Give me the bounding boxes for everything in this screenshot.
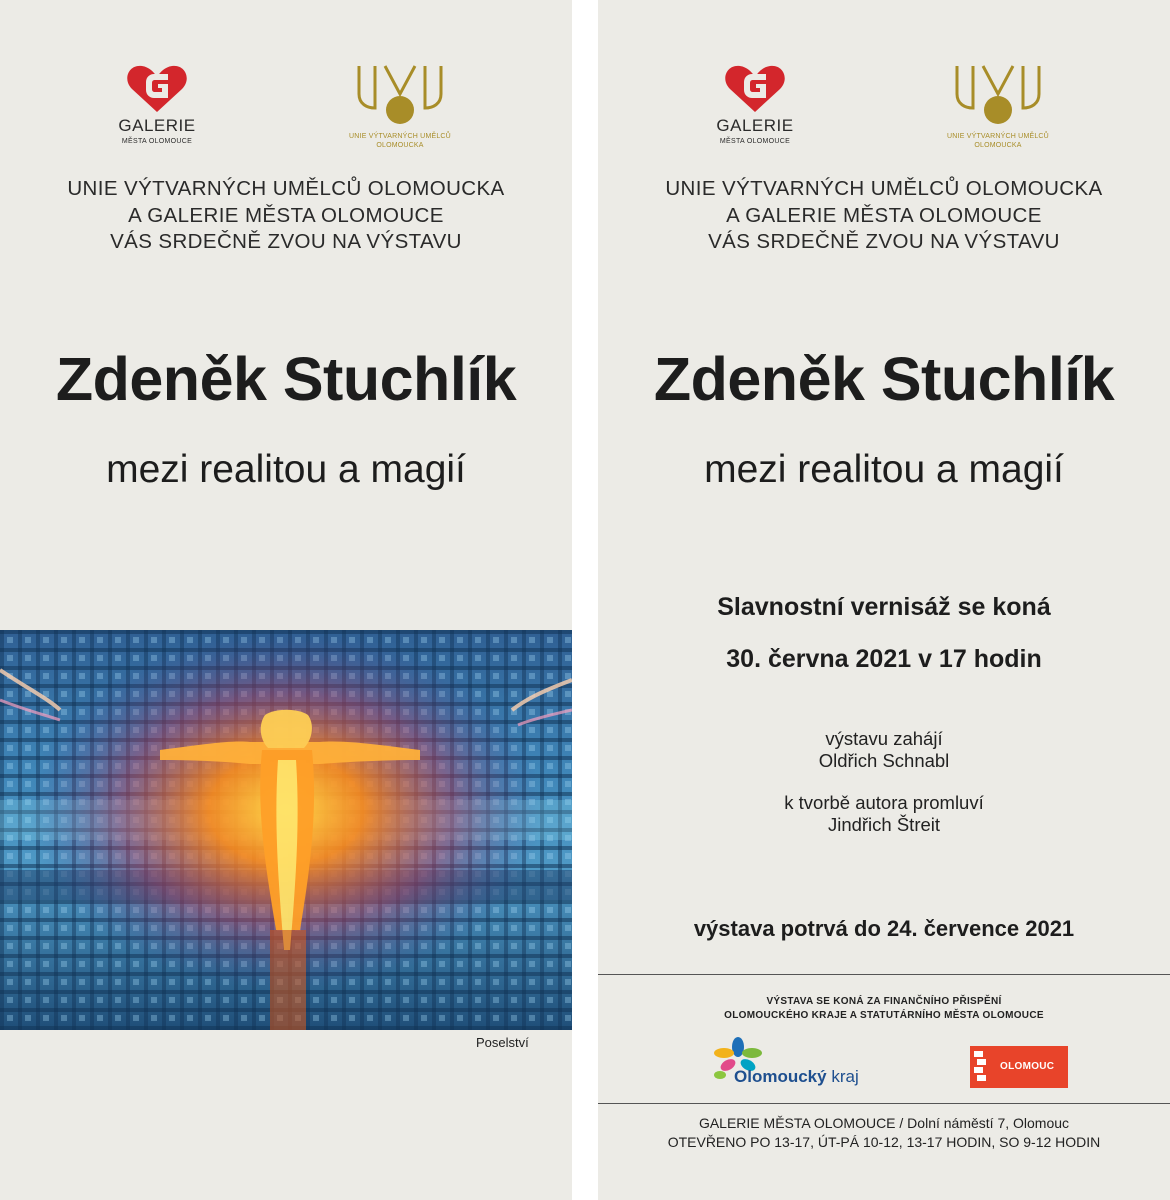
galerie-subtitle: MĚSTA OLOMOUCE	[719, 138, 791, 145]
galerie-heart-icon	[124, 62, 190, 114]
kraj-name: Olomoucký	[734, 1067, 827, 1086]
uvu-emblem-icon	[953, 64, 1043, 130]
divider	[598, 1103, 1170, 1104]
kraj-wordmark	[734, 1067, 859, 1087]
talk-person: Jindřich Štreit	[827, 814, 941, 835]
galerie-heart-icon	[722, 62, 788, 114]
exhibition-title: mezi realitou a magií	[704, 448, 1064, 491]
support-statement	[598, 995, 1170, 1023]
galerie-wordmark: GALERIE	[118, 116, 196, 135]
olomouc-bars-icon	[974, 1051, 986, 1083]
uvu-logo	[330, 64, 470, 164]
invitation-back-panel	[598, 0, 1170, 1200]
talk-block	[598, 792, 1170, 836]
uvu-text-line2: OLOMOUCKA	[376, 142, 424, 149]
artist-name: Zdeněk Stuchlík	[653, 345, 1115, 413]
uvu-text	[330, 132, 470, 150]
intro-line-3: VÁS SRDEČNĚ ZVOU NA VÝSTAVU	[110, 230, 462, 253]
support-line-2: OLOMOUCKÉHO KRAJE A STATUTÁRNÍHO MĚSTA OLOMOUCE	[724, 1010, 1044, 1021]
intro-line-3: VÁS SRDEČNĚ ZVOU NA VÝSTAVU	[708, 230, 1060, 253]
galerie-subtitle: MĚSTA OLOMOUCE	[121, 138, 193, 145]
kraj-suffix: kraj	[831, 1067, 859, 1086]
invitation-front-panel	[0, 0, 572, 1200]
exhibition-title: mezi realitou a magií	[106, 448, 466, 491]
intro-line-2: A GALERIE MĚSTA OLOMOUCE	[726, 203, 1042, 227]
artwork-image	[0, 630, 572, 1030]
uvu-text-line2: OLOMOUCKA	[974, 142, 1022, 149]
uvu-logo	[928, 64, 1068, 164]
gallery-footer	[598, 1114, 1170, 1152]
invitation-intro	[0, 176, 572, 256]
galerie-wordmark: GALERIE	[716, 116, 794, 135]
support-line-1: VÝSTAVA SE KONÁ ZA FINANČNÍHO PŘISPĚNÍ	[766, 996, 1002, 1007]
opening-block	[598, 728, 1170, 772]
olomouc-name: OLOMOUC	[1000, 1061, 1055, 1072]
artist-name: Zdeněk Stuchlík	[55, 345, 517, 413]
vernisage-heading: Slavnostní vernisáž se koná	[717, 593, 1051, 621]
exhibition-end-date: výstava potrvá do 24. července 2021	[693, 916, 1075, 941]
gallery-hours: OTEVŘENO PO 13-17, ÚT-PÁ 10-12, 13-17 HODIN, SO 9-12 HODIN	[667, 1134, 1101, 1150]
artwork-caption: Poselství	[476, 1035, 529, 1050]
intro-line-2: A GALERIE MĚSTA OLOMOUCE	[128, 203, 444, 227]
olomoucky-kraj-logo	[698, 1035, 878, 1090]
opening-person: Oldřich Schnabl	[818, 750, 950, 771]
vernisage-date: 30. června 2021 v 17 hodin	[726, 645, 1042, 673]
intro-line-1: UNIE VÝTVARNÝCH UMĚLCŮ OLOMOUCKA	[665, 177, 1103, 200]
uvu-emblem-icon	[355, 64, 445, 130]
uvu-text-line1: UNIE VÝTVARNÝCH UMĚLCŮ	[349, 133, 451, 140]
talk-label: k tvorbě autora promluví	[784, 792, 984, 813]
uvu-text	[928, 132, 1068, 150]
opening-label: výstavu zahájí	[825, 728, 943, 749]
gallery-address: GALERIE MĚSTA OLOMOUCE / Dolní náměstí 7, Olomouc	[698, 1115, 1070, 1131]
olomouc-city-logo	[970, 1046, 1068, 1088]
invitation-intro	[598, 176, 1170, 256]
intro-line-1: UNIE VÝTVARNÝCH UMĚLCŮ OLOMOUCKA	[67, 177, 505, 200]
uvu-text-line1: UNIE VÝTVARNÝCH UMĚLCŮ	[947, 133, 1049, 140]
galerie-logo	[703, 62, 807, 162]
galerie-logo	[105, 62, 209, 162]
divider	[598, 974, 1170, 975]
